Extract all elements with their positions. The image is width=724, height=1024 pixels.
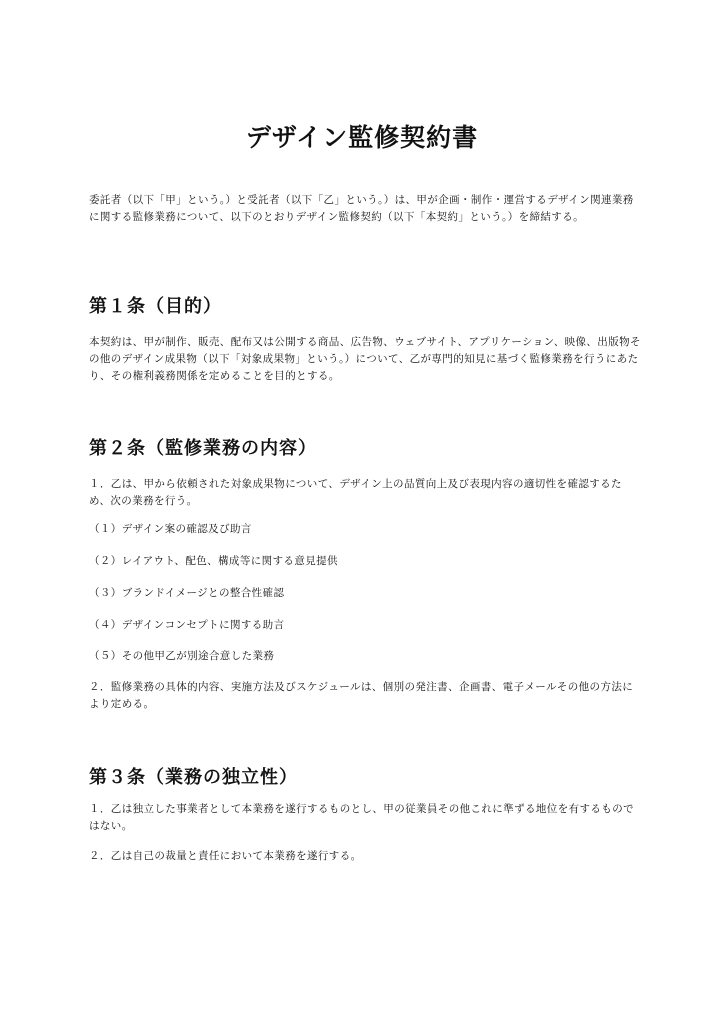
article-2-item-1: （１）デザイン案の確認及び助言	[89, 523, 252, 535]
article-3-heading: 第３条（業務の独立性）	[89, 767, 298, 788]
article-2-item-2: （２）レイアウト、配色、構成等に関する意見提供	[89, 555, 338, 567]
article-2-item-3: （３）ブランドイメージとの整合性確認	[89, 587, 285, 599]
article-2-clause-1: １．乙は、甲から依頼された対象成果物について、デザイン上の品質向上及び表現内容の適切性を確認するため、次の業務を行う。	[89, 478, 622, 507]
article-3-clause-2: ２．乙は自己の裁量と責任において本業務を遂行する。	[89, 850, 362, 862]
article-2-item-4: （４）デザインコンセプトに関する助言	[89, 619, 285, 631]
article-3-clause-1: １．乙は独立した事業者として本業務を遂行するものとし、甲の従業員その他これに準ずる地位を有するものではない。	[89, 803, 634, 832]
article-1-heading: 第１条（目的）	[89, 296, 222, 317]
document-title: デザイン監修契約書	[245, 123, 479, 152]
article-1-body: 本契約は、甲が制作、販売、配布又は公開する商品、広告物、ウェブサイト、アプリケーション、映像、出版物その他のデザイン成果物（以下「対象成果物」という。）について、乙が専門的知見に基づく監修業務を行うにあたり、その権利義務関係を定めることを目的とする。	[89, 336, 641, 382]
article-2-clause-2: ２．監修業務の具体的内容、実施方法及びスケジュールは、個別の発注書、企画書、電子メールその他の方法により定める。	[89, 681, 634, 710]
article-2-heading: 第２条（監修業務の内容）	[89, 438, 317, 459]
article-2-item-5: （５）その他甲乙が別途合意した業務	[89, 650, 275, 662]
preamble-paragraph: 委託者（以下「甲」という。）と受託者（以下「乙」という。）は、甲が企画・制作・運営するデザイン関連業務に関する監修業務について、以下のとおりデザイン監修契約（以下「本契約」という。）を締結する。	[89, 194, 634, 223]
